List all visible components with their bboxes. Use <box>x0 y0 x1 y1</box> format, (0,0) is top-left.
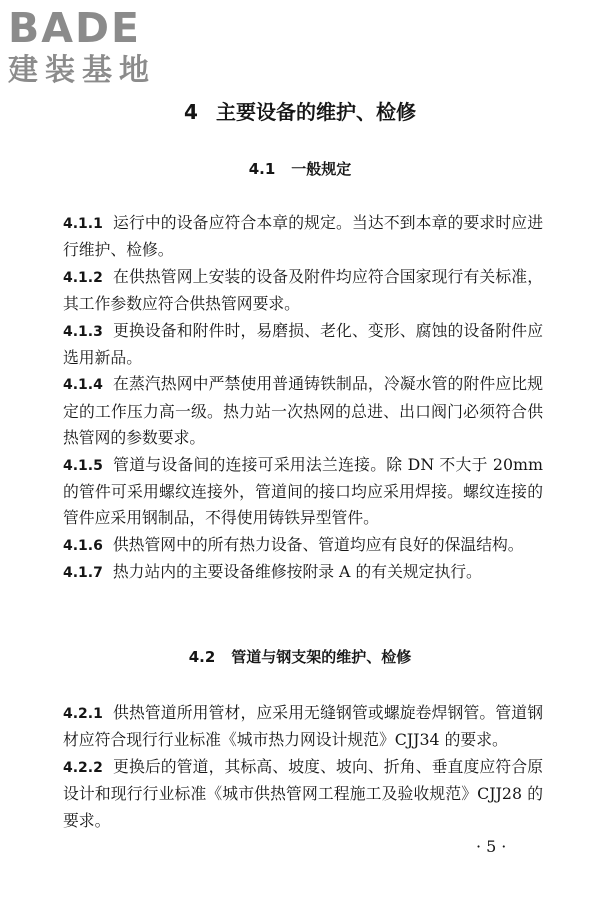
clause-text: 更换设备和附件时，易磨损、老化、变形、腐蚀的设备附件应选用新品。 <box>63 320 543 368</box>
section-title: 一般规定 <box>291 160 352 178</box>
chapter-title: 主要设备的维护、检修 <box>215 100 416 124</box>
chapter-heading <box>0 98 600 126</box>
page-number: ·5· <box>476 837 512 856</box>
clause-number: 4.1.6 <box>63 537 103 554</box>
section-4-1-body <box>63 210 543 587</box>
clause-number: 4.2.1 <box>63 706 103 722</box>
logo-brand: BADE <box>8 4 142 52</box>
clause-text: 热力站内的主要设备维修按附录 A 的有关规定执行。 <box>112 562 482 582</box>
clause-4-1-3 <box>63 318 543 372</box>
clause-text: 在蒸汽热网中严禁使用普通铸铁制品，冷凝水管的附件应比规定的工作压力高一级。热力站一次热网的总进、出口阀门必须符合供热管网的参数要求。 <box>63 374 543 448</box>
clause-4-1-7 <box>63 559 543 586</box>
section-number: 4.1 <box>248 160 276 178</box>
section-heading-4-2 <box>0 646 600 668</box>
clause-4-1-1 <box>63 210 543 264</box>
section-heading-4-1 <box>0 158 600 180</box>
clause-text: 供热管道所用管材，应采用无缝钢管或螺旋卷焊钢管。管道钢材应符合现行行业标准《城市热力网设计规范》CJJ34 的要求。 <box>63 703 543 750</box>
chapter-number: 4 <box>184 100 198 124</box>
clause-text: 更换后的管道，其标高、坡度、坡向、折角、垂直度应符合原设计和现行行业标准《城市供热管网工程施工及验收规范》CJJ28 的要求。 <box>63 756 543 830</box>
clause-4-1-5 <box>63 452 543 532</box>
clause-4-2-2 <box>63 754 543 834</box>
section-title: 管道与钢支架的维护、检修 <box>231 648 412 666</box>
section-number: 4.2 <box>188 648 216 666</box>
clause-4-1-2 <box>63 264 543 318</box>
clause-number: 4.1.5 <box>63 457 103 474</box>
clause-text: 供热管网中的所有热力设备、管道均应有良好的保温结构。 <box>112 534 524 554</box>
clause-text: 在供热管网上安装的设备及附件均应符合国家现行有关标准，其工作参数应符合供热管网要求。 <box>63 266 543 314</box>
clause-number: 4.1.4 <box>63 377 103 394</box>
clause-4-2-1 <box>63 700 543 754</box>
section-4-2-body <box>63 700 543 834</box>
clause-number: 4.1.3 <box>63 323 103 340</box>
clause-4-1-4 <box>63 371 543 451</box>
clause-text: 运行中的设备应符合本章的规定。当达不到本章的要求时应进行维护、检修。 <box>63 213 543 260</box>
clause-number: 4.1.1 <box>63 216 103 232</box>
clause-4-1-6 <box>63 532 543 559</box>
clause-number: 4.1.7 <box>63 565 103 582</box>
bade-logo <box>8 4 156 88</box>
clause-text: 管道与设备间的连接可采用法兰连接。除 DN 不大于 20mm 的管件可采用螺纹连接外，管道间的接口均应采用焊接。螺纹连接的管件应采用钢制品，不得使用铸铁异型管件。 <box>63 454 543 528</box>
logo-subtitle: 建装基地 <box>8 53 156 88</box>
clause-number: 4.1.2 <box>63 269 103 286</box>
clause-number: 4.2.2 <box>63 759 103 776</box>
